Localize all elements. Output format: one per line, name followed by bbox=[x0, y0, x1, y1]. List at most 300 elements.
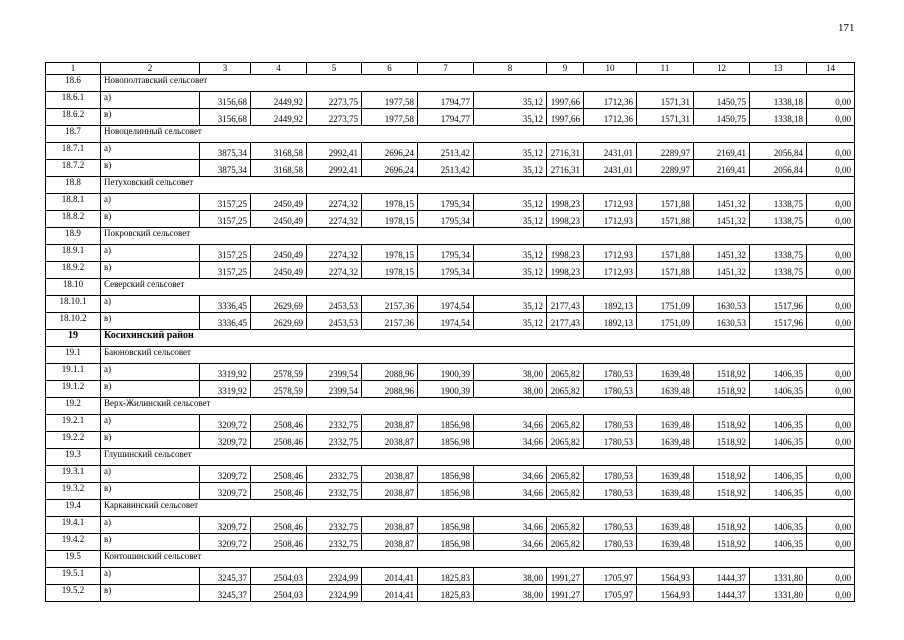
section-name-cell: Глушинский сельсовет bbox=[101, 449, 855, 466]
section-row bbox=[46, 398, 855, 415]
value-cell: 0,00 bbox=[807, 296, 855, 313]
value-cell: 1974,54 bbox=[418, 296, 474, 313]
row-code-cell: 19.5.2 bbox=[46, 585, 101, 602]
value-cell: 3319,92 bbox=[200, 364, 251, 381]
value-cell: 0,00 bbox=[807, 245, 855, 262]
value-cell: 2332,75 bbox=[307, 483, 362, 500]
section-row bbox=[46, 75, 855, 92]
value-cell: 3157,25 bbox=[200, 211, 251, 228]
value-cell: 2716,31 bbox=[547, 143, 584, 160]
value-cell: 0,00 bbox=[807, 143, 855, 160]
section-row bbox=[46, 500, 855, 517]
row-label-cell: а) bbox=[101, 194, 200, 211]
value-cell: 1780,53 bbox=[584, 364, 637, 381]
table-row bbox=[46, 466, 855, 483]
value-cell: 1795,34 bbox=[418, 262, 474, 279]
section-name-cell: Покровский сельсовет bbox=[101, 228, 855, 245]
value-cell: 2450,49 bbox=[251, 194, 307, 211]
value-cell: 1338,75 bbox=[750, 194, 807, 211]
value-cell: 1795,34 bbox=[418, 245, 474, 262]
table-row bbox=[46, 585, 855, 602]
row-label-cell: а) bbox=[101, 92, 200, 109]
value-cell: 1564,93 bbox=[637, 585, 694, 602]
table-row bbox=[46, 109, 855, 126]
value-cell: 34,66 bbox=[474, 534, 547, 551]
value-cell: 2332,75 bbox=[307, 517, 362, 534]
value-cell: 2273,75 bbox=[307, 92, 362, 109]
value-cell: 2065,82 bbox=[547, 415, 584, 432]
value-cell: 1856,98 bbox=[418, 432, 474, 449]
section-name-cell: Баюновский сельсовет bbox=[101, 347, 855, 364]
value-cell: 2056,84 bbox=[750, 160, 807, 177]
row-code-cell: 18.8.1 bbox=[46, 194, 101, 211]
value-cell: 3168,58 bbox=[251, 143, 307, 160]
value-cell: 2289,97 bbox=[637, 143, 694, 160]
value-cell: 0,00 bbox=[807, 466, 855, 483]
column-number-cell: 3 bbox=[200, 63, 251, 75]
row-code-cell: 18.10.2 bbox=[46, 313, 101, 330]
column-number-cell: 7 bbox=[418, 63, 474, 75]
value-cell: 2065,82 bbox=[547, 381, 584, 398]
value-cell: 1978,15 bbox=[362, 194, 418, 211]
value-cell: 2038,87 bbox=[362, 466, 418, 483]
value-cell: 1450,75 bbox=[694, 92, 750, 109]
value-cell: 0,00 bbox=[807, 364, 855, 381]
value-cell: 2289,97 bbox=[637, 160, 694, 177]
value-cell: 0,00 bbox=[807, 262, 855, 279]
value-cell: 1705,97 bbox=[584, 568, 637, 585]
value-cell: 2450,49 bbox=[251, 262, 307, 279]
value-cell: 1639,48 bbox=[637, 415, 694, 432]
row-label-cell: а) bbox=[101, 466, 200, 483]
value-cell: 1564,93 bbox=[637, 568, 694, 585]
section-code-cell: 19.1 bbox=[46, 347, 101, 364]
value-cell: 2157,36 bbox=[362, 313, 418, 330]
value-cell: 2157,36 bbox=[362, 296, 418, 313]
value-cell: 1518,92 bbox=[694, 381, 750, 398]
value-cell: 1518,92 bbox=[694, 534, 750, 551]
section-row bbox=[46, 126, 855, 143]
value-cell: 1518,92 bbox=[694, 466, 750, 483]
value-cell: 3209,72 bbox=[200, 432, 251, 449]
value-cell: 1780,53 bbox=[584, 381, 637, 398]
value-cell: 1978,15 bbox=[362, 262, 418, 279]
value-cell: 2450,49 bbox=[251, 245, 307, 262]
value-cell: 1331,80 bbox=[750, 585, 807, 602]
row-label-cell: а) bbox=[101, 143, 200, 160]
value-cell: 2065,82 bbox=[547, 534, 584, 551]
value-cell: 2038,87 bbox=[362, 415, 418, 432]
value-cell: 2332,75 bbox=[307, 415, 362, 432]
page-number: 171 bbox=[838, 22, 855, 34]
value-cell: 1991,27 bbox=[547, 568, 584, 585]
value-cell: 1639,48 bbox=[637, 432, 694, 449]
value-cell: 0,00 bbox=[807, 194, 855, 211]
value-cell: 3245,37 bbox=[200, 585, 251, 602]
value-cell: 35,12 bbox=[474, 245, 547, 262]
value-cell: 1712,36 bbox=[584, 92, 637, 109]
section-code-cell: 18.7 bbox=[46, 126, 101, 143]
row-label-cell: в) bbox=[101, 534, 200, 551]
value-cell: 3245,37 bbox=[200, 568, 251, 585]
value-cell: 1444,37 bbox=[694, 568, 750, 585]
value-cell: 1571,88 bbox=[637, 211, 694, 228]
section-name-cell: Косихинский район bbox=[101, 330, 855, 347]
value-cell: 2453,53 bbox=[307, 296, 362, 313]
value-cell: 1331,80 bbox=[750, 568, 807, 585]
row-code-cell: 18.6.1 bbox=[46, 92, 101, 109]
row-code-cell: 18.10.1 bbox=[46, 296, 101, 313]
value-cell: 2169,41 bbox=[694, 160, 750, 177]
row-label-cell: а) bbox=[101, 296, 200, 313]
value-cell: 1974,54 bbox=[418, 313, 474, 330]
value-cell: 2324,99 bbox=[307, 568, 362, 585]
value-cell: 2274,32 bbox=[307, 211, 362, 228]
value-cell: 2449,92 bbox=[251, 92, 307, 109]
value-cell: 1571,31 bbox=[637, 92, 694, 109]
value-cell: 2399,54 bbox=[307, 381, 362, 398]
value-cell: 0,00 bbox=[807, 534, 855, 551]
value-cell: 1639,48 bbox=[637, 381, 694, 398]
value-cell: 3875,34 bbox=[200, 160, 251, 177]
column-number-cell: 2 bbox=[101, 63, 200, 75]
value-cell: 34,66 bbox=[474, 483, 547, 500]
value-cell: 1712,93 bbox=[584, 194, 637, 211]
value-cell: 35,12 bbox=[474, 143, 547, 160]
row-code-cell: 18.8.2 bbox=[46, 211, 101, 228]
value-cell: 1639,48 bbox=[637, 517, 694, 534]
value-cell: 1518,92 bbox=[694, 415, 750, 432]
value-cell: 2038,87 bbox=[362, 534, 418, 551]
value-cell: 1571,88 bbox=[637, 262, 694, 279]
table-row bbox=[46, 211, 855, 228]
value-cell: 2504,03 bbox=[251, 585, 307, 602]
value-cell: 2449,92 bbox=[251, 109, 307, 126]
value-cell: 1794,77 bbox=[418, 92, 474, 109]
value-cell: 1856,98 bbox=[418, 466, 474, 483]
row-code-cell: 18.7.1 bbox=[46, 143, 101, 160]
value-cell: 34,66 bbox=[474, 432, 547, 449]
value-cell: 1451,32 bbox=[694, 245, 750, 262]
row-code-cell: 18.9.1 bbox=[46, 245, 101, 262]
value-cell: 34,66 bbox=[474, 517, 547, 534]
value-cell: 0,00 bbox=[807, 92, 855, 109]
section-name-cell: Верх-Жилинский сельсовет bbox=[101, 398, 855, 415]
value-cell: 1571,88 bbox=[637, 194, 694, 211]
column-number-cell: 14 bbox=[807, 63, 855, 75]
section-row bbox=[46, 347, 855, 364]
value-cell: 1856,98 bbox=[418, 415, 474, 432]
value-cell: 1450,75 bbox=[694, 109, 750, 126]
value-cell: 2629,69 bbox=[251, 296, 307, 313]
value-cell: 1518,92 bbox=[694, 517, 750, 534]
value-cell: 2508,46 bbox=[251, 415, 307, 432]
value-cell: 2513,42 bbox=[418, 160, 474, 177]
column-number-cell: 1 bbox=[46, 63, 101, 75]
value-cell: 1780,53 bbox=[584, 466, 637, 483]
value-cell: 2065,82 bbox=[547, 466, 584, 483]
value-cell: 2716,31 bbox=[547, 160, 584, 177]
value-cell: 1571,31 bbox=[637, 109, 694, 126]
value-cell: 2038,87 bbox=[362, 432, 418, 449]
table-row bbox=[46, 313, 855, 330]
value-cell: 2332,75 bbox=[307, 466, 362, 483]
value-cell: 2065,82 bbox=[547, 517, 584, 534]
section-row bbox=[46, 449, 855, 466]
section-name-cell: Новоцелинный сельсовет bbox=[101, 126, 855, 143]
value-cell: 1406,35 bbox=[750, 517, 807, 534]
section-code-cell: 19 bbox=[46, 330, 101, 347]
row-label-cell: в) bbox=[101, 109, 200, 126]
value-cell: 1900,39 bbox=[418, 364, 474, 381]
value-cell: 2508,46 bbox=[251, 466, 307, 483]
value-cell: 34,66 bbox=[474, 466, 547, 483]
value-cell: 1998,23 bbox=[547, 245, 584, 262]
column-number-cell: 6 bbox=[362, 63, 418, 75]
value-cell: 1978,15 bbox=[362, 211, 418, 228]
value-cell: 1997,66 bbox=[547, 109, 584, 126]
value-cell: 3157,25 bbox=[200, 194, 251, 211]
value-cell: 1406,35 bbox=[750, 483, 807, 500]
value-cell: 38,00 bbox=[474, 585, 547, 602]
value-cell: 2177,43 bbox=[547, 313, 584, 330]
value-cell: 1444,37 bbox=[694, 585, 750, 602]
value-cell: 2056,84 bbox=[750, 143, 807, 160]
row-label-cell: а) bbox=[101, 517, 200, 534]
section-code-cell: 18.10 bbox=[46, 279, 101, 296]
value-cell: 2992,41 bbox=[307, 160, 362, 177]
value-cell: 3156,68 bbox=[200, 109, 251, 126]
value-cell: 1712,36 bbox=[584, 109, 637, 126]
value-cell: 38,00 bbox=[474, 364, 547, 381]
value-cell: 2038,87 bbox=[362, 483, 418, 500]
value-cell: 1639,48 bbox=[637, 466, 694, 483]
value-cell: 2508,46 bbox=[251, 517, 307, 534]
value-cell: 2273,75 bbox=[307, 109, 362, 126]
section-row bbox=[46, 330, 855, 347]
value-cell: 2992,41 bbox=[307, 143, 362, 160]
value-cell: 2324,99 bbox=[307, 585, 362, 602]
value-cell: 0,00 bbox=[807, 160, 855, 177]
value-cell: 1406,35 bbox=[750, 432, 807, 449]
value-cell: 1406,35 bbox=[750, 466, 807, 483]
value-cell: 35,12 bbox=[474, 296, 547, 313]
value-cell: 2065,82 bbox=[547, 483, 584, 500]
value-cell: 1998,23 bbox=[547, 262, 584, 279]
section-code-cell: 19.5 bbox=[46, 551, 101, 568]
section-row bbox=[46, 177, 855, 194]
row-code-cell: 19.4.1 bbox=[46, 517, 101, 534]
table-row bbox=[46, 194, 855, 211]
value-cell: 1892,13 bbox=[584, 296, 637, 313]
row-label-cell: в) bbox=[101, 585, 200, 602]
row-code-cell: 19.1.1 bbox=[46, 364, 101, 381]
value-cell: 0,00 bbox=[807, 432, 855, 449]
value-cell: 1517,96 bbox=[750, 313, 807, 330]
value-cell: 2088,96 bbox=[362, 381, 418, 398]
column-number-cell: 5 bbox=[307, 63, 362, 75]
table-row bbox=[46, 381, 855, 398]
section-row bbox=[46, 228, 855, 245]
section-name-cell: Северский сельсовет bbox=[101, 279, 855, 296]
value-cell: 38,00 bbox=[474, 568, 547, 585]
value-cell: 1997,66 bbox=[547, 92, 584, 109]
value-cell: 2578,59 bbox=[251, 381, 307, 398]
value-cell: 2274,32 bbox=[307, 245, 362, 262]
column-number-cell: 13 bbox=[750, 63, 807, 75]
value-cell: 1712,93 bbox=[584, 211, 637, 228]
value-cell: 1630,53 bbox=[694, 313, 750, 330]
value-cell: 0,00 bbox=[807, 517, 855, 534]
value-cell: 1639,48 bbox=[637, 364, 694, 381]
row-label-cell: а) bbox=[101, 568, 200, 585]
value-cell: 2504,03 bbox=[251, 568, 307, 585]
value-cell: 35,12 bbox=[474, 109, 547, 126]
value-cell: 1751,09 bbox=[637, 296, 694, 313]
row-label-cell: в) bbox=[101, 381, 200, 398]
value-cell: 2513,42 bbox=[418, 143, 474, 160]
value-cell: 2508,46 bbox=[251, 534, 307, 551]
column-number-cell: 11 bbox=[637, 63, 694, 75]
row-label-cell: а) bbox=[101, 415, 200, 432]
value-cell: 2508,46 bbox=[251, 483, 307, 500]
value-cell: 2696,24 bbox=[362, 160, 418, 177]
value-cell: 1451,32 bbox=[694, 194, 750, 211]
value-cell: 2065,82 bbox=[547, 364, 584, 381]
row-code-cell: 19.2.2 bbox=[46, 432, 101, 449]
value-cell: 2274,32 bbox=[307, 194, 362, 211]
column-number-row bbox=[46, 63, 855, 75]
row-label-cell: а) bbox=[101, 245, 200, 262]
value-cell: 1518,92 bbox=[694, 364, 750, 381]
value-cell: 1712,93 bbox=[584, 262, 637, 279]
value-cell: 0,00 bbox=[807, 568, 855, 585]
row-code-cell: 19.1.2 bbox=[46, 381, 101, 398]
value-cell: 1518,92 bbox=[694, 483, 750, 500]
section-name-cell: Новополтавский сельсовет bbox=[101, 75, 855, 92]
row-code-cell: 18.7.2 bbox=[46, 160, 101, 177]
value-cell: 1451,32 bbox=[694, 211, 750, 228]
section-code-cell: 18.8 bbox=[46, 177, 101, 194]
value-cell: 1406,35 bbox=[750, 415, 807, 432]
table-row bbox=[46, 92, 855, 109]
value-cell: 1977,58 bbox=[362, 109, 418, 126]
value-cell: 2014,41 bbox=[362, 568, 418, 585]
row-label-cell: в) bbox=[101, 211, 200, 228]
value-cell: 2629,69 bbox=[251, 313, 307, 330]
value-cell: 0,00 bbox=[807, 415, 855, 432]
value-cell: 2431,01 bbox=[584, 143, 637, 160]
value-cell: 3209,72 bbox=[200, 483, 251, 500]
table-row bbox=[46, 245, 855, 262]
value-cell: 0,00 bbox=[807, 381, 855, 398]
row-code-cell: 19.3.2 bbox=[46, 483, 101, 500]
value-cell: 2332,75 bbox=[307, 534, 362, 551]
value-cell: 1900,39 bbox=[418, 381, 474, 398]
value-cell: 1780,53 bbox=[584, 432, 637, 449]
section-code-cell: 19.4 bbox=[46, 500, 101, 517]
value-cell: 2274,32 bbox=[307, 262, 362, 279]
table-row bbox=[46, 534, 855, 551]
row-label-cell: в) bbox=[101, 262, 200, 279]
value-cell: 1406,35 bbox=[750, 534, 807, 551]
value-cell: 2332,75 bbox=[307, 432, 362, 449]
row-label-cell: в) bbox=[101, 313, 200, 330]
value-cell: 1892,13 bbox=[584, 313, 637, 330]
value-cell: 3209,72 bbox=[200, 466, 251, 483]
value-cell: 1780,53 bbox=[584, 483, 637, 500]
value-cell: 3336,45 bbox=[200, 313, 251, 330]
value-cell: 1406,35 bbox=[750, 381, 807, 398]
row-code-cell: 19.4.2 bbox=[46, 534, 101, 551]
table-body bbox=[46, 63, 855, 602]
value-cell: 0,00 bbox=[807, 211, 855, 228]
row-code-cell: 18.6.2 bbox=[46, 109, 101, 126]
value-cell: 2088,96 bbox=[362, 364, 418, 381]
value-cell: 1998,23 bbox=[547, 211, 584, 228]
value-cell: 1571,88 bbox=[637, 245, 694, 262]
value-cell: 1338,75 bbox=[750, 211, 807, 228]
value-cell: 34,66 bbox=[474, 415, 547, 432]
value-cell: 3336,45 bbox=[200, 296, 251, 313]
value-cell: 1825,83 bbox=[418, 568, 474, 585]
value-cell: 1794,77 bbox=[418, 109, 474, 126]
table-row bbox=[46, 160, 855, 177]
value-cell: 1780,53 bbox=[584, 517, 637, 534]
value-cell: 2014,41 bbox=[362, 585, 418, 602]
value-cell: 1978,15 bbox=[362, 245, 418, 262]
section-row bbox=[46, 551, 855, 568]
value-cell: 1998,23 bbox=[547, 194, 584, 211]
value-cell: 2578,59 bbox=[251, 364, 307, 381]
column-number-cell: 8 bbox=[474, 63, 547, 75]
row-code-cell: 18.9.2 bbox=[46, 262, 101, 279]
table-row bbox=[46, 415, 855, 432]
value-cell: 2177,43 bbox=[547, 296, 584, 313]
value-cell: 1639,48 bbox=[637, 534, 694, 551]
value-cell: 3168,58 bbox=[251, 160, 307, 177]
section-code-cell: 19.3 bbox=[46, 449, 101, 466]
value-cell: 2399,54 bbox=[307, 364, 362, 381]
value-cell: 1780,53 bbox=[584, 415, 637, 432]
value-cell: 2169,41 bbox=[694, 143, 750, 160]
value-cell: 1825,83 bbox=[418, 585, 474, 602]
value-cell: 1705,97 bbox=[584, 585, 637, 602]
value-cell: 1338,75 bbox=[750, 262, 807, 279]
value-cell: 1338,75 bbox=[750, 245, 807, 262]
table-row bbox=[46, 432, 855, 449]
row-code-cell: 19.3.1 bbox=[46, 466, 101, 483]
value-cell: 3209,72 bbox=[200, 517, 251, 534]
row-code-cell: 19.5.1 bbox=[46, 568, 101, 585]
value-cell: 2696,24 bbox=[362, 143, 418, 160]
section-name-cell: Петуховский сельсовет bbox=[101, 177, 855, 194]
value-cell: 1977,58 bbox=[362, 92, 418, 109]
row-label-cell: в) bbox=[101, 483, 200, 500]
value-cell: 2038,87 bbox=[362, 517, 418, 534]
value-cell: 1856,98 bbox=[418, 517, 474, 534]
table-row bbox=[46, 296, 855, 313]
value-cell: 2431,01 bbox=[584, 160, 637, 177]
section-name-cell: Контошинский сельсовет bbox=[101, 551, 855, 568]
section-code-cell: 19.2 bbox=[46, 398, 101, 415]
table-row bbox=[46, 262, 855, 279]
value-cell: 2508,46 bbox=[251, 432, 307, 449]
row-label-cell: в) bbox=[101, 160, 200, 177]
value-cell: 1780,53 bbox=[584, 534, 637, 551]
value-cell: 3157,25 bbox=[200, 245, 251, 262]
value-cell: 3157,25 bbox=[200, 262, 251, 279]
